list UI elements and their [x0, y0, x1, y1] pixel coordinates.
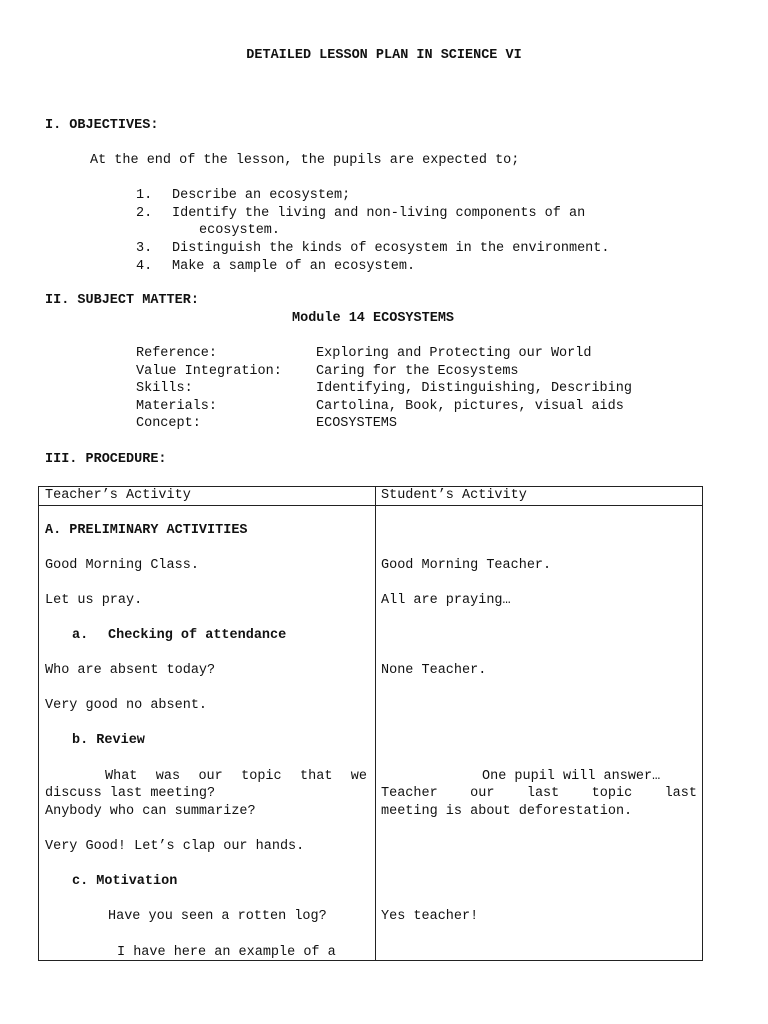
objective-number: 2. — [136, 206, 153, 221]
objective-number: 4. — [136, 259, 153, 274]
objective-text: Describe an ecosystem; — [172, 188, 351, 203]
student-line: Yes teacher! — [381, 909, 479, 924]
attendance-label: a. — [72, 628, 89, 643]
teacher-line: I have here an example of a — [117, 945, 336, 960]
objective-number: 1. — [136, 188, 153, 203]
procedure-table — [38, 486, 703, 961]
procedure-heading: III. PROCEDURE: — [45, 452, 167, 467]
teacher-line: Let us pray. — [45, 593, 143, 608]
header-divider — [39, 505, 702, 506]
student-line: All are praying… — [381, 593, 511, 608]
teacher-line: discuss last meeting? — [45, 786, 216, 801]
student-line: meeting is about deforestation. — [381, 804, 633, 819]
subject-value: Cartolina, Book, pictures, visual aids — [316, 399, 624, 414]
objective-number: 3. — [136, 241, 153, 256]
subject-label: Concept: — [136, 416, 201, 431]
subject-value: Exploring and Protecting our World — [316, 346, 592, 361]
document-title: DETAILED LESSON PLAN IN SCIENCE VI — [246, 48, 522, 63]
objectives-intro: At the end of the lesson, the pupils are expected to; — [90, 153, 520, 168]
subject-label: Materials: — [136, 399, 218, 414]
student-line: None Teacher. — [381, 663, 487, 678]
teacher-activity-header: Teacher’s Activity — [45, 488, 191, 503]
subject-matter-heading: II. SUBJECT MATTER: — [45, 293, 199, 308]
objective-text-continued: ecosystem. — [199, 223, 281, 238]
attendance-heading: Checking of attendance — [108, 628, 287, 643]
student-activity-header: Student’s Activity — [381, 488, 527, 503]
subject-value: Identifying, Distinguishing, Describing — [316, 381, 632, 396]
subject-label: Reference: — [136, 346, 218, 361]
teacher-line: Very good no absent. — [45, 698, 208, 713]
teacher-line: Very Good! Let’s clap our hands. — [45, 839, 305, 854]
subject-value: ECOSYSTEMS — [316, 416, 398, 431]
student-line: Good Morning Teacher. — [381, 558, 552, 573]
preliminary-activities-heading: A. PRELIMINARY ACTIVITIES — [45, 523, 248, 538]
teacher-line: Who are absent today? — [45, 663, 216, 678]
objectives-heading: I. OBJECTIVES: — [45, 118, 159, 133]
review-heading: b. Review — [72, 733, 145, 748]
column-divider — [375, 487, 376, 960]
student-line: One pupil will answer… — [482, 769, 661, 784]
teacher-line: Good Morning Class. — [45, 558, 199, 573]
subject-value: Caring for the Ecosystems — [316, 364, 519, 379]
teacher-line: What was our topic that we — [105, 769, 367, 784]
subject-label: Value Integration: — [136, 364, 282, 379]
student-line: Teacher our last topic last — [381, 786, 697, 801]
subject-label: Skills: — [136, 381, 193, 396]
motivation-heading: c. Motivation — [72, 874, 178, 889]
objective-text: Distinguish the kinds of ecosystem in the environment. — [172, 241, 610, 256]
objective-text: Make a sample of an ecosystem. — [172, 259, 416, 274]
module-title: Module 14 ECOSYSTEMS — [292, 311, 455, 326]
objective-text: Identify the living and non-living components of an — [172, 206, 586, 221]
teacher-line: Anybody who can summarize? — [45, 804, 256, 819]
teacher-line: Have you seen a rotten log? — [108, 909, 327, 924]
